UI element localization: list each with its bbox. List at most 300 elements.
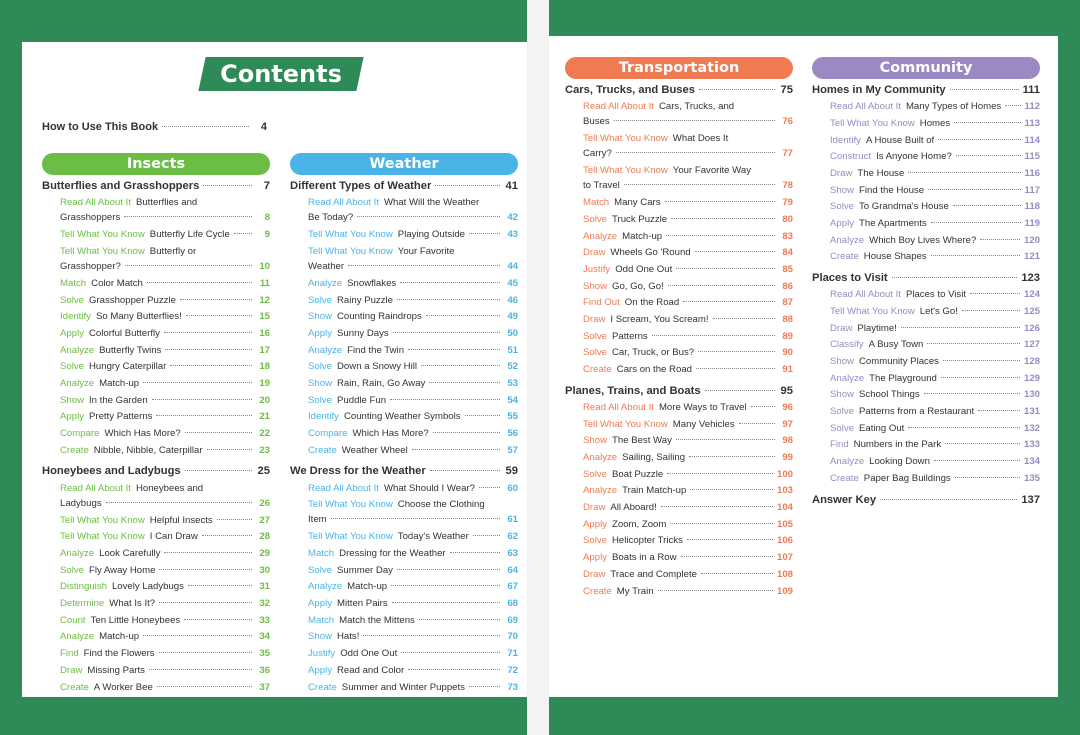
entry-page: 80	[782, 213, 793, 225]
toc-entry[interactable]	[42, 227, 270, 244]
section-heading[interactable]	[565, 384, 793, 400]
toc-entry[interactable]	[565, 433, 793, 450]
section-title: Answer Key	[812, 493, 877, 506]
leader-dots	[331, 518, 500, 519]
entry-title: Match-up	[622, 230, 663, 242]
entry-skill-label: Apply	[308, 598, 332, 610]
entry-page: 114	[1024, 134, 1040, 146]
entry-page: 35	[259, 648, 270, 660]
toc-entry[interactable]	[565, 417, 793, 434]
entry-title: So Many Butterflies!	[95, 311, 182, 323]
leader-dots	[661, 506, 773, 507]
section-page: 111	[1022, 84, 1040, 96]
leader-dots	[978, 410, 1020, 411]
toc-entry[interactable]	[290, 244, 518, 276]
toc-entry[interactable]	[290, 195, 518, 227]
leader-dots	[149, 669, 252, 670]
section-heading[interactable]	[290, 464, 518, 480]
entry-page: 56	[507, 428, 518, 440]
toc-entry[interactable]	[812, 437, 1040, 454]
toc-entry[interactable]	[565, 517, 793, 534]
toc-entry[interactable]	[42, 629, 270, 646]
leader-dots	[202, 535, 252, 536]
entry-page: 20	[259, 394, 270, 406]
entry-page: 42	[507, 212, 518, 224]
toc-entry[interactable]	[42, 596, 270, 613]
toc-entry[interactable]	[290, 596, 518, 613]
toc-entry[interactable]	[42, 646, 270, 663]
entry-skill-label: Solve	[60, 294, 84, 306]
section-heading[interactable]	[812, 271, 1040, 287]
toc-entry[interactable]	[290, 680, 518, 697]
toc-entry[interactable]	[812, 133, 1040, 150]
toc-entry[interactable]	[42, 393, 270, 410]
toc-entry[interactable]	[42, 409, 270, 426]
intro-entry[interactable]	[42, 121, 267, 133]
toc-entry[interactable]	[42, 663, 270, 680]
entry-title: Eating Out	[859, 422, 905, 434]
entry-title: Fly Away Home	[89, 564, 156, 576]
entry-page: 134	[1023, 456, 1040, 468]
leader-dots	[408, 669, 500, 670]
entry-title: Rain, Rain, Go Away	[337, 378, 426, 389]
toc-entry[interactable]	[565, 345, 793, 362]
entry-skill-label: Create	[583, 585, 612, 597]
toc-entry[interactable]	[565, 295, 793, 312]
leader-dots	[624, 184, 775, 185]
entry-page: 44	[507, 260, 518, 272]
toc-entry[interactable]	[565, 362, 793, 379]
leader-dots	[927, 343, 1020, 344]
entry-page: 129	[1023, 372, 1040, 384]
entry-page: 126	[1023, 322, 1040, 334]
entry-title: Homes	[919, 117, 951, 129]
leader-dots	[419, 619, 500, 620]
toc-entry[interactable]	[812, 404, 1040, 421]
toc-entry[interactable]	[42, 481, 270, 513]
toc-entry[interactable]	[565, 467, 793, 484]
toc-entry[interactable]	[290, 393, 518, 410]
entry-page: 127	[1023, 339, 1040, 351]
entry-title: The Best Way	[612, 435, 672, 447]
entry-page: 17	[259, 344, 270, 356]
entry-page: 18	[259, 361, 270, 373]
entry-text-block	[308, 497, 518, 527]
toc-entry[interactable]	[290, 376, 518, 393]
toc-entry[interactable]	[812, 116, 1040, 133]
entry-page: 99	[782, 452, 793, 463]
entry-skill-label: Solve	[830, 406, 854, 418]
entry-skill-label: Solve	[583, 468, 607, 480]
entry-skill-label: Tell What You Know	[60, 514, 145, 526]
entry-page: 76	[782, 116, 793, 128]
entry-line-1	[308, 195, 518, 210]
leader-dots	[106, 502, 252, 503]
leader-dots	[393, 332, 500, 333]
leader-dots	[162, 126, 249, 127]
entry-line-1	[60, 195, 270, 210]
toc-entry[interactable]	[42, 680, 270, 697]
leader-dots	[670, 523, 773, 524]
entry-skill-label: Classify	[830, 339, 864, 351]
entry-page: 51	[507, 344, 518, 356]
toc-entry[interactable]	[565, 245, 793, 262]
entry-skill-label: Create	[60, 444, 89, 456]
entry-page: 15	[259, 311, 270, 323]
entry-title: Match-up	[99, 631, 140, 643]
section-page: 75	[780, 84, 793, 96]
entry-title: Rainy Puzzle	[337, 294, 393, 306]
entry-page: 108	[776, 568, 793, 580]
entry-page: 113	[1024, 117, 1040, 129]
leader-dots	[234, 233, 252, 234]
leader-dots	[696, 368, 775, 369]
toc-entry[interactable]	[290, 227, 518, 244]
toc-entry[interactable]	[565, 450, 793, 467]
leader-dots	[668, 285, 775, 286]
entry-skill-label: Read All About It	[583, 401, 654, 413]
entry-skill-label: Show	[308, 631, 332, 643]
toc-entry[interactable]	[290, 629, 518, 646]
toc-entry[interactable]	[290, 276, 518, 293]
leader-dots	[429, 382, 500, 383]
leader-dots	[186, 315, 252, 316]
entry-title-cont: to Travel	[583, 180, 620, 192]
toc-entry[interactable]	[42, 513, 270, 530]
entry-skill-label: Identify	[830, 134, 861, 146]
toc-entry[interactable]	[42, 579, 270, 596]
leader-dots	[125, 265, 252, 266]
toc-entry[interactable]	[565, 312, 793, 329]
entry-page: 69	[507, 614, 518, 626]
entry-line-2	[308, 210, 518, 225]
entry-title: To Grandma's House	[859, 201, 949, 213]
entry-skill-label: Tell What You Know	[308, 499, 393, 511]
entry-title: Summer Day	[337, 564, 393, 576]
toc-entry[interactable]	[565, 163, 793, 195]
toc-entry[interactable]	[565, 533, 793, 550]
toc-entry[interactable]	[42, 546, 270, 563]
entry-skill-label: Analyze	[60, 548, 95, 559]
entry-skill-label: Solve	[60, 361, 84, 373]
entry-page: 62	[507, 531, 518, 543]
toc-entry[interactable]	[812, 166, 1040, 183]
toc-entry[interactable]	[812, 216, 1040, 233]
toc-entry[interactable]	[42, 359, 270, 376]
entry-skill-label: Create	[830, 472, 859, 484]
toc-entry[interactable]	[42, 613, 270, 630]
leader-dots	[473, 535, 500, 536]
entry-page: 29	[259, 548, 270, 559]
entry-skill-label: Draw	[60, 664, 83, 676]
toc-entry[interactable]	[42, 376, 270, 393]
entry-page: 124	[1023, 289, 1040, 301]
toc-entry[interactable]	[42, 343, 270, 360]
entry-skill-label: Match	[308, 614, 335, 626]
toc-entry[interactable]	[565, 212, 793, 229]
section-title: Homes in My Community	[812, 84, 946, 96]
entry-skill-label: Show	[308, 378, 332, 389]
entry-line-1	[308, 497, 518, 512]
entry-title: Odd One Out	[615, 263, 673, 275]
entry-title: Zoom, Zoom	[612, 518, 667, 530]
leader-dots	[165, 349, 252, 350]
entry-skill-label: Distinguish	[60, 581, 107, 593]
section-heading[interactable]	[565, 83, 793, 99]
entry-page: 64	[507, 564, 518, 576]
column-community	[812, 57, 1040, 509]
left-page	[0, 0, 527, 735]
toc-entry[interactable]	[812, 233, 1040, 250]
toc-entry[interactable]	[565, 279, 793, 296]
toc-entry[interactable]	[42, 443, 270, 460]
entry-title: Wheels Go 'Round	[610, 247, 691, 259]
toc-entry[interactable]	[290, 443, 518, 460]
entry-title-cont: Weather	[308, 260, 345, 272]
toc-entry[interactable]	[290, 293, 518, 310]
entry-skill-label: Analyze	[308, 344, 343, 356]
entry-skill-label: Analyze	[60, 631, 95, 643]
entry-title: Odd One Out	[340, 648, 398, 660]
entry-page: 37	[259, 681, 270, 693]
leader-dots	[676, 439, 775, 440]
toc-entry[interactable]	[290, 359, 518, 376]
toc-entry[interactable]	[290, 613, 518, 630]
entry-line-2	[60, 496, 270, 511]
leader-dots	[397, 299, 500, 300]
leader-dots	[924, 393, 1020, 394]
entry-title-cont: Ladybugs	[60, 497, 102, 509]
entry-skill-label: Show	[583, 435, 607, 447]
toc-entry[interactable]	[290, 409, 518, 426]
entry-skill-label: Identify	[308, 411, 339, 423]
leader-dots	[426, 315, 500, 316]
entry-title: Snowflakes	[347, 277, 397, 289]
toc-entry[interactable]	[812, 149, 1040, 166]
entry-title: Weather Wheel	[341, 444, 408, 456]
toc-entry[interactable]	[290, 563, 518, 580]
entry-title: School Things	[859, 389, 920, 401]
leader-dots	[953, 205, 1021, 206]
entry-title: Choose the Clothing	[397, 499, 485, 511]
section-header-community: Community	[812, 57, 1040, 79]
entry-title: Car, Truck, or Bus?	[612, 347, 695, 359]
toc-entry[interactable]	[565, 567, 793, 584]
entry-skill-label: Tell What You Know	[583, 133, 668, 145]
toc-entry[interactable]	[290, 343, 518, 360]
toc-entry[interactable]	[565, 262, 793, 279]
entry-page: 109	[776, 585, 793, 597]
toc-entry[interactable]	[812, 354, 1040, 371]
entry-page: 67	[507, 581, 518, 593]
entry-title-cont: Buses	[583, 116, 610, 128]
entry-skill-label: Apply	[308, 327, 332, 339]
toc-entry[interactable]	[565, 500, 793, 517]
entry-skill-label: Find	[830, 439, 849, 451]
entry-title: Missing Parts	[87, 664, 145, 676]
leader-dots	[928, 189, 1020, 190]
entry-skill-label: Analyze	[830, 372, 865, 384]
entry-title: Match the Mittens	[339, 614, 415, 626]
entry-skill-label: Construct	[830, 151, 872, 163]
toc-entry[interactable]	[565, 550, 793, 567]
entry-skill-label: Show	[830, 389, 854, 401]
leader-dots	[185, 470, 252, 471]
section-page: 123	[1021, 272, 1040, 285]
entry-page: 49	[507, 311, 518, 323]
entry-title: Helicopter Tricks	[612, 535, 683, 547]
toc-entry[interactable]	[42, 563, 270, 580]
entry-skill-label: Draw	[830, 322, 853, 334]
section-heading[interactable]	[42, 179, 270, 195]
entry-page: 55	[507, 411, 518, 423]
toc-entry[interactable]	[290, 646, 518, 663]
entry-page: 61	[507, 514, 518, 526]
toc-entry[interactable]	[565, 400, 793, 417]
toc-entry[interactable]	[290, 529, 518, 546]
toc-entry[interactable]	[565, 584, 793, 601]
leader-dots	[152, 399, 252, 400]
entry-skill-label: Solve	[583, 330, 607, 342]
entry-page: 90	[782, 347, 793, 359]
toc-entry[interactable]	[812, 387, 1040, 404]
entry-page: 83	[782, 230, 793, 242]
toc-entry[interactable]	[812, 304, 1040, 321]
entry-skill-label: Draw	[583, 502, 606, 514]
toc-entry[interactable]	[812, 249, 1040, 266]
leader-dots	[665, 201, 775, 202]
section-heading[interactable]	[42, 464, 270, 480]
entry-skill-label: Count	[60, 614, 86, 626]
entry-title-cont: Grasshopper?	[60, 260, 121, 272]
entry-skill-label: Determine	[60, 598, 105, 610]
entry-page: 78	[782, 180, 793, 192]
toc-entry[interactable]	[812, 371, 1040, 388]
toc-entry[interactable]	[812, 99, 1040, 116]
entry-skill-label: Read All About It	[308, 482, 379, 494]
toc-entry[interactable]	[812, 287, 1040, 304]
leader-dots	[701, 573, 773, 574]
section-page: 7	[263, 180, 270, 192]
entry-page: 105	[776, 518, 793, 530]
section-title: Planes, Trains, and Boats	[565, 384, 701, 397]
entry-line-2	[583, 146, 793, 161]
entry-line-1	[583, 99, 793, 114]
toc-entry[interactable]	[812, 421, 1040, 438]
entry-skill-label: Analyze	[583, 230, 618, 242]
toc-entry[interactable]	[42, 309, 270, 326]
toc-entry[interactable]	[565, 131, 793, 163]
toc-entry[interactable]	[812, 471, 1040, 488]
toc-entry[interactable]	[812, 183, 1040, 200]
toc-entry[interactable]	[42, 529, 270, 546]
section-page: 137	[1021, 493, 1040, 506]
toc-entry[interactable]	[812, 199, 1040, 216]
entry-title: Looking Down	[869, 456, 930, 468]
entry-skill-label: Apply	[60, 411, 84, 423]
entry-page: 19	[259, 378, 270, 389]
toc-entry[interactable]	[565, 483, 793, 500]
leader-dots	[469, 233, 500, 234]
toc-entry[interactable]	[42, 244, 270, 276]
toc-entry[interactable]	[42, 195, 270, 227]
toc-entry[interactable]	[565, 329, 793, 346]
toc-entry[interactable]	[290, 546, 518, 563]
leader-dots	[892, 277, 1018, 278]
toc-entry[interactable]	[290, 663, 518, 680]
entry-title: Match-up	[99, 378, 140, 389]
toc-entry[interactable]	[290, 497, 518, 529]
toc-entry[interactable]	[565, 195, 793, 212]
entry-page: 133	[1023, 439, 1040, 451]
entry-page: 97	[782, 418, 793, 430]
toc-entry[interactable]	[565, 229, 793, 246]
leader-dots	[392, 602, 500, 603]
entry-title: Which Boy Lives Where?	[869, 234, 977, 246]
entry-page: 33	[259, 614, 270, 626]
leader-dots	[956, 155, 1021, 156]
toc-entry[interactable]	[290, 309, 518, 326]
leader-dots	[751, 406, 775, 407]
entry-title: Down a Snowy Hill	[337, 361, 417, 373]
toc-entry[interactable]	[42, 276, 270, 293]
leader-dots	[465, 415, 500, 416]
toc-entry[interactable]	[290, 579, 518, 596]
entry-title: Boat Puzzle	[612, 468, 664, 480]
leader-dots	[950, 89, 1019, 90]
leader-dots	[666, 235, 775, 236]
leader-dots	[450, 552, 500, 553]
entry-title: Numbers in the Park	[853, 439, 942, 451]
entry-page: 98	[782, 435, 793, 447]
toc-entry[interactable]	[42, 426, 270, 443]
entry-page: 23	[259, 444, 270, 456]
entry-page: 50	[507, 327, 518, 339]
leader-dots	[157, 686, 252, 687]
entry-page: 72	[507, 664, 518, 676]
entry-skill-label: Apply	[583, 552, 607, 564]
leader-dots	[188, 585, 252, 586]
toc-entry[interactable]	[812, 321, 1040, 338]
entry-skill-label: Tell What You Know	[308, 531, 393, 543]
toc-entry[interactable]	[42, 293, 270, 310]
entry-title: Patterns from a Restaurant	[859, 406, 975, 418]
entry-skill-label: Analyze	[60, 378, 95, 389]
leader-dots	[469, 686, 500, 687]
toc-entry[interactable]	[812, 337, 1040, 354]
entry-skill-label: Identify	[60, 311, 91, 323]
section-heading[interactable]	[812, 493, 1040, 509]
entry-skill-label: Read All About It	[308, 197, 379, 209]
entry-title: Your Favorite Way	[672, 165, 751, 177]
toc-entry[interactable]	[290, 326, 518, 343]
toc-entry[interactable]	[565, 99, 793, 131]
section-heading[interactable]	[812, 83, 1040, 99]
entry-title: Counting Raindrops	[337, 311, 422, 323]
entry-line-2	[583, 114, 793, 129]
entry-page: 120	[1023, 234, 1040, 246]
toc-entry[interactable]	[42, 326, 270, 343]
entry-page: 8	[264, 212, 270, 224]
leader-dots	[690, 489, 773, 490]
entry-page: 28	[259, 531, 270, 543]
entry-title: Read and Color	[337, 664, 405, 676]
toc-entry[interactable]	[290, 481, 518, 498]
toc-entry[interactable]	[812, 454, 1040, 471]
section-heading[interactable]	[290, 179, 518, 195]
toc-entry[interactable]	[290, 426, 518, 443]
entry-skill-label: Analyze	[583, 452, 618, 463]
